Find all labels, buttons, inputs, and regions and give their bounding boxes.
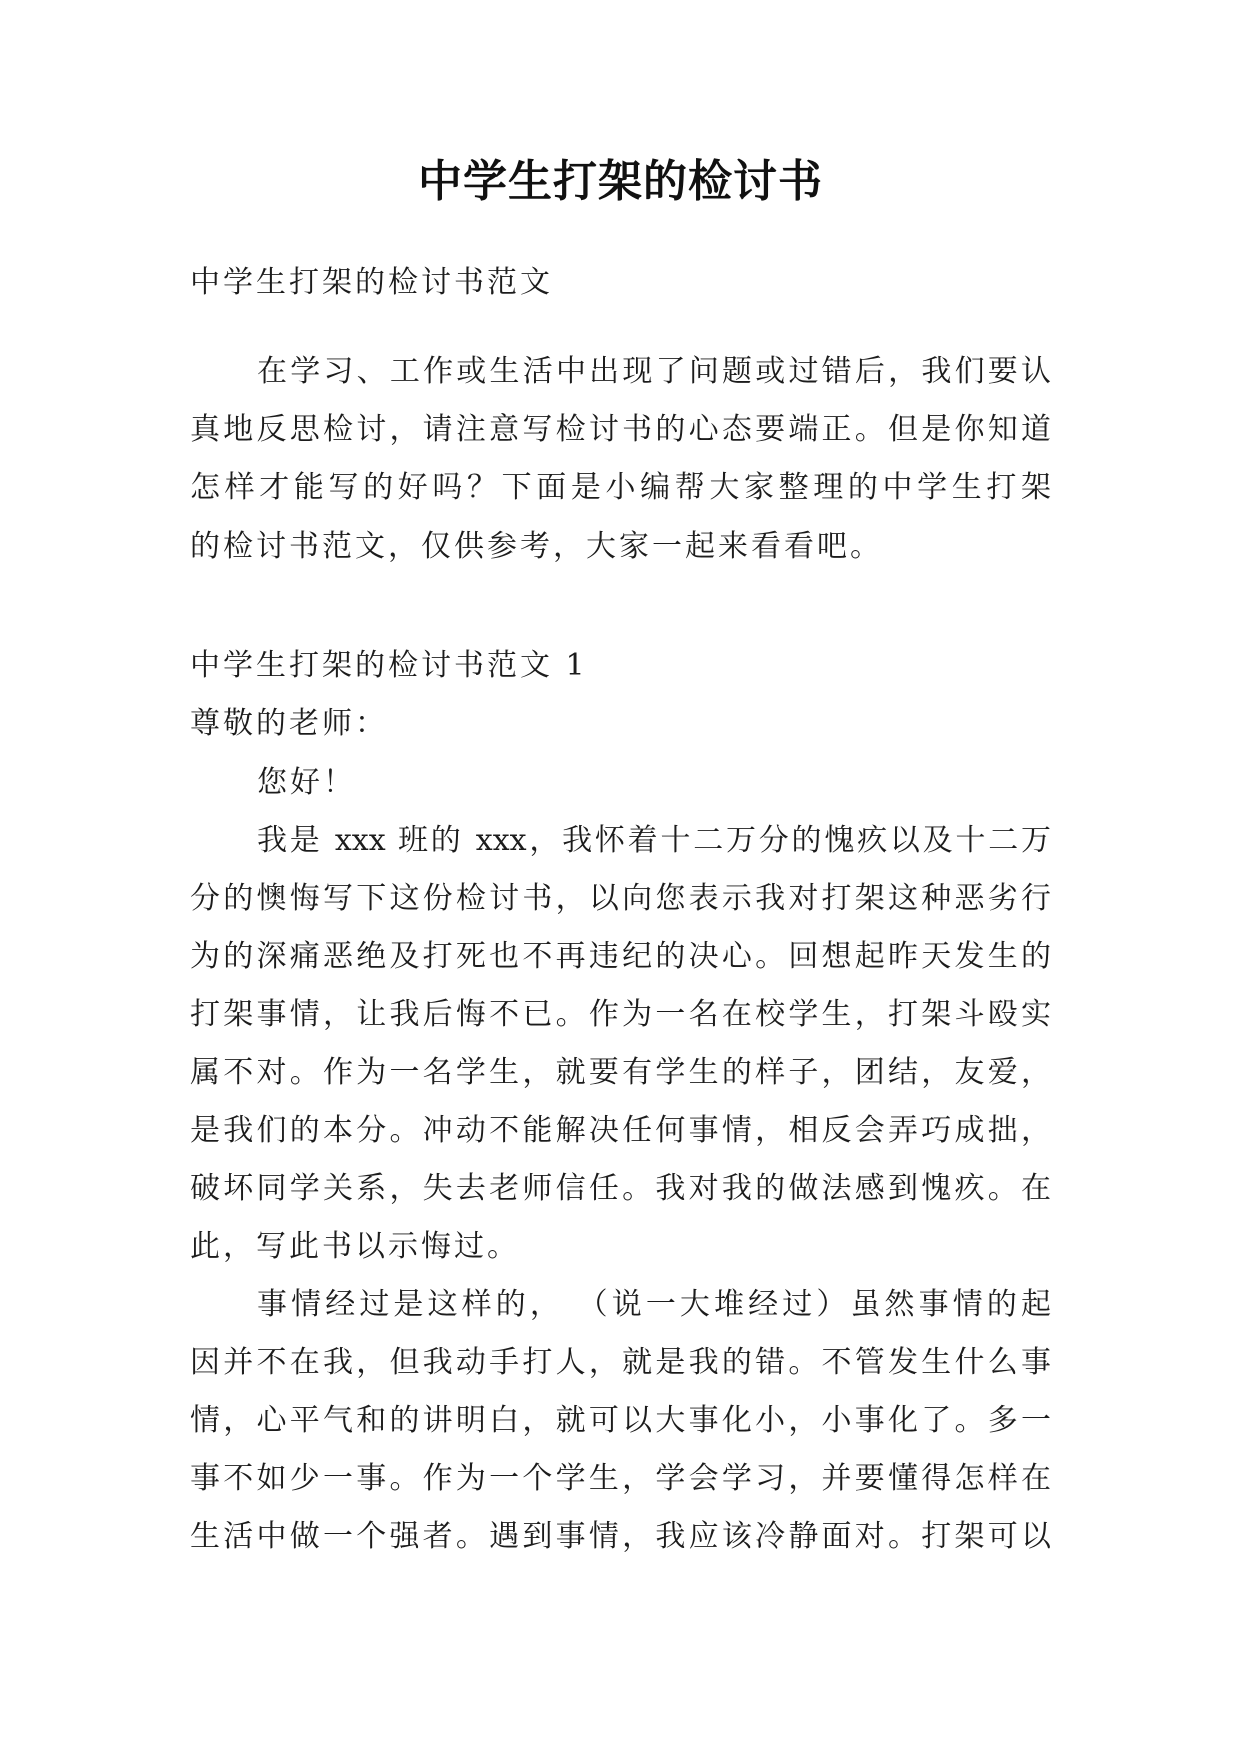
paragraph-line: 因并不在我，但我动手打人，就是我的错。不管发生什么事 [190, 1345, 1051, 1380]
paragraph-line: 事不如少一事。作为一个学生，学会学习，并要懂得怎样在 [190, 1461, 1051, 1496]
paragraph-line: 分的懊悔写下这份检讨书，以向您表示我对打架这种恶劣行 [190, 881, 1051, 916]
paragraph-line: 为的深痛恶绝及打死也不再违纪的决心。回想起昨天发生的 [190, 939, 1051, 974]
paragraph-line: 此，写此书以示悔过。 [190, 1229, 520, 1264]
paragraph-line: 生活中做一个强者。遇到事情，我应该冷静面对。打架可以 [190, 1519, 1051, 1554]
salutation: 尊敬的老师： [190, 706, 388, 741]
paragraph-line: 情，心平气和的讲明白，就可以大事化小，小事化了。多一 [190, 1403, 1051, 1438]
paragraph-line: 事情经过是这样的， （说一大堆经过）虽然事情的起 [257, 1287, 1051, 1322]
greeting: 您好！ [257, 765, 356, 800]
intro-line: 怎样才能写的好吗？下面是小编帮大家整理的中学生打架 [190, 470, 1051, 505]
intro-line: 的检讨书范文，仅供参考，大家一起来看看吧。 [190, 529, 883, 564]
paragraph-line: 属不对。作为一名学生，就要有学生的样子，团结，友爱， [190, 1055, 1051, 1090]
intro-line: 真地反思检讨，请注意写检讨书的心态要端正。但是你知道 [190, 412, 1051, 447]
paragraph-line: 打架事情，让我后悔不已。作为一名在校学生，打架斗殴实 [190, 997, 1051, 1032]
document-subtitle: 中学生打架的检讨书范文 [190, 265, 553, 300]
paragraph-line: 是我们的本分。冲动不能解决任何事情，相反会弄巧成拙， [190, 1113, 1051, 1148]
paragraph-line: 我是 xxx 班的 xxx，我怀着十二万分的愧疚以及十二万 [257, 823, 1051, 858]
paragraph-line: 破坏同学关系，失去老师信任。我对我的做法感到愧疚。在 [190, 1171, 1051, 1206]
document-title: 中学生打架的检讨书 [418, 156, 823, 207]
intro-line: 在学习、工作或生活中出现了问题或过错后，我们要认 [257, 354, 1051, 389]
section-heading: 中学生打架的检讨书范文 1 [190, 648, 588, 683]
